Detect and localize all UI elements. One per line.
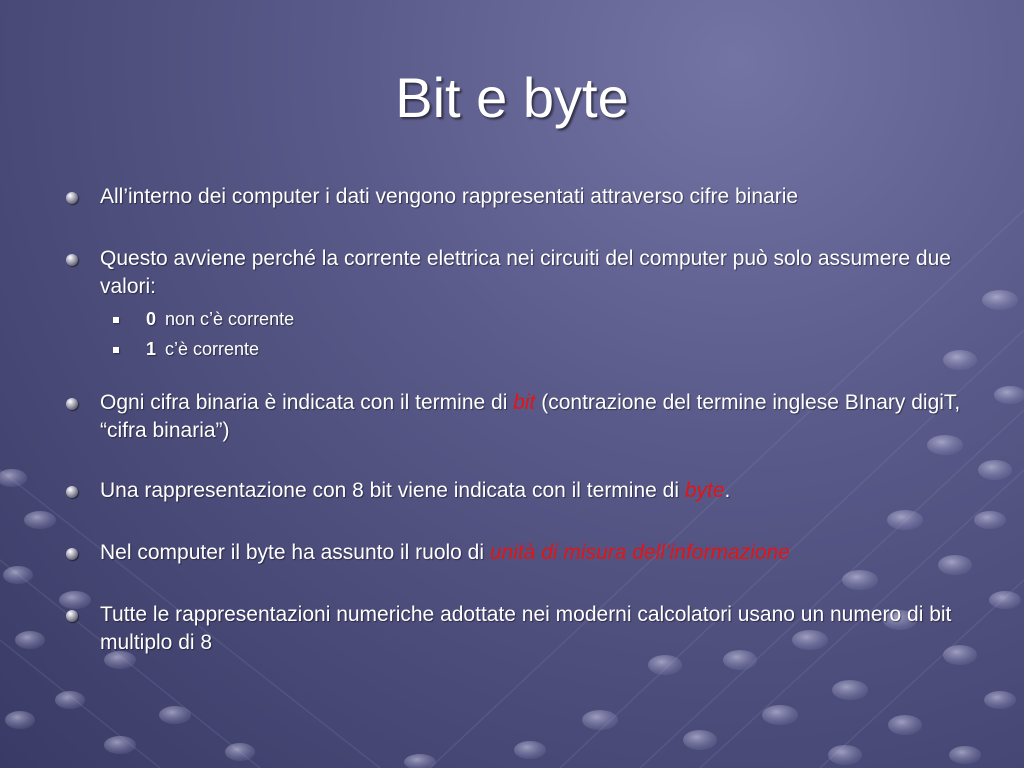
binary-value: 1 xyxy=(146,339,157,359)
sub-bullet-item xyxy=(62,337,962,361)
binary-value: 0 xyxy=(146,309,157,329)
bullet-text-before: Ogni cifra binaria è indicata con il termine di xyxy=(100,391,514,414)
bullet-text: Questo avviene perché la corrente elettrica nei circuiti del computer può solo assumere due valori: xyxy=(100,247,951,298)
highlight-term-byte: byte xyxy=(684,479,725,502)
bullet-item xyxy=(62,477,962,505)
bullet-item xyxy=(62,389,962,445)
sub-bullet-item xyxy=(62,307,962,331)
square-bullet-icon xyxy=(113,317,119,323)
bullet-item xyxy=(62,183,962,211)
bullet-text: All’interno dei computer i dati vengono rappresentati attraverso cifre binarie xyxy=(100,185,799,208)
sphere-bullet-icon xyxy=(66,398,78,410)
sphere-bullet-icon xyxy=(66,192,78,204)
bullet-text-before: Una rappresentazione con 8 bit viene indicata con il termine di xyxy=(100,479,685,502)
highlight-term-bit: bit xyxy=(513,391,536,414)
bullet-item xyxy=(62,601,962,657)
bullet-text-after: (contrazione del termine inglese BInary digiT, “cifra binaria”) xyxy=(100,391,961,442)
bullet-text: Tutte le rappresentazioni numeriche adottate nei moderni calcolatori usano un numero di bit multiplo di 8 xyxy=(100,603,952,654)
sphere-bullet-icon xyxy=(66,610,78,622)
bullet-list xyxy=(62,183,962,657)
sub-bullet-text: c’è corrente xyxy=(165,339,260,359)
sub-bullet-text: non c’è corrente xyxy=(165,309,295,329)
sphere-bullet-icon xyxy=(66,254,78,266)
bullet-text-before: Nel computer il byte ha assunto il ruolo di xyxy=(100,541,490,564)
bullet-text-after: . xyxy=(724,479,731,502)
highlight-term-unit: unità di misura dell’informazione xyxy=(489,541,790,564)
bullet-item xyxy=(62,539,962,567)
slide-title: Bit e byte xyxy=(395,66,629,129)
bullet-item xyxy=(62,245,962,301)
sphere-bullet-icon xyxy=(66,486,78,498)
square-bullet-icon xyxy=(113,347,119,353)
sphere-bullet-icon xyxy=(66,548,78,560)
